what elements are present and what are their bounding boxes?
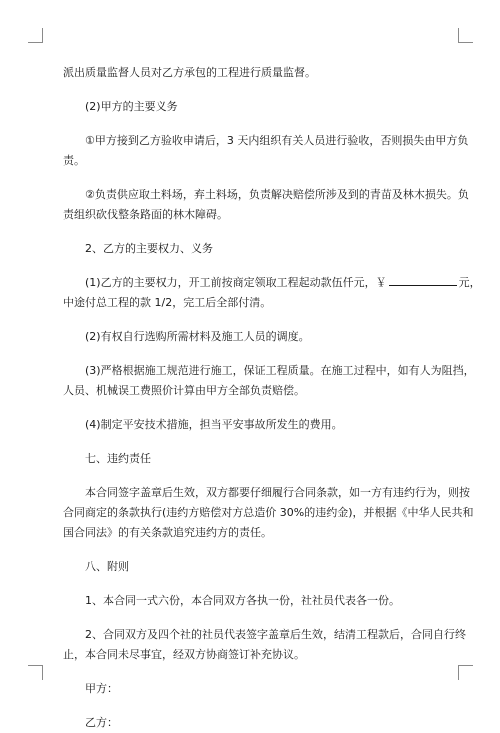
text-line: 止，本合同未尽事宜，经双方协商签订补充协议。 [63, 648, 305, 661]
text-segment: (1)乙方的主要权力，开工前按商定领取工程起动款伍仟元，￥ [85, 276, 387, 289]
text-line: (2)有权自行选购所需材料及施工人员的调度。 [85, 330, 310, 343]
text-line: 1、本合同一式六份，本合同双方各执一份，社社员代表各一份。 [85, 594, 400, 607]
text-line: ②负责供应取土料场，弃土料场，负责解决赔偿所涉及到的青苗及林木损失。负 [85, 188, 469, 201]
text-line: 国合同法》的有关条款追究违约方的责任。 [63, 526, 272, 539]
signature-label-party-b: 乙方： [85, 716, 118, 729]
text-line: 责组织砍伐整条路面的林木障碍。 [63, 208, 228, 221]
section-heading: 八、附则 [85, 560, 129, 573]
section-heading: 七、违约责任 [85, 452, 151, 465]
crop-mark-top-right [458, 28, 473, 43]
text-line-with-blank [63, 273, 481, 293]
text-line: 中途付总工程的款 1/2，完工后全部付清。 [63, 296, 272, 309]
text-line: 本合同签字盖章后生效，双方都要仔细履行合同条款，如一方有违约行为，则按 [85, 486, 470, 499]
section-heading: 2、乙方的主要权力、义务 [85, 242, 213, 255]
text-line: 派出质量监督人员对乙方承包的工程进行质量监督。 [63, 66, 316, 79]
text-line: 2、合同双方及四个社的社员代表签字盖章后生效，结清工程款后，合同自行终 [85, 628, 466, 641]
signature-label-party-a: 甲方： [85, 682, 118, 695]
text-line: 责。 [63, 154, 85, 167]
crop-mark-bottom-right [458, 665, 473, 680]
crop-mark-top-left [28, 28, 43, 43]
text-line: 人员、机械误工费照价计算由甲方全部负责赔偿。 [63, 384, 305, 397]
amount-blank [389, 274, 457, 286]
text-line: 合同商定的条款执行(违约方赔偿对方总造价 30%的违约金)，并根据《中华人民共和 [63, 506, 474, 519]
text-segment: 元， [458, 276, 481, 289]
crop-mark-bottom-left [28, 665, 43, 680]
section-heading: (2)甲方的主要义务 [85, 100, 178, 113]
text-line: ①甲方接到乙方验收申请后，3 天内组织有关人员进行验收，否则损失由甲方负 [85, 134, 469, 147]
document-body [63, 63, 481, 733]
text-line: (3)严格根据施工规范进行施工，保证工程质量。在施工过程中，如有人为阻挡， [85, 364, 475, 377]
text-line: (4)制定平安技术措施，担当平安事故所发生的费用。 [85, 418, 343, 431]
